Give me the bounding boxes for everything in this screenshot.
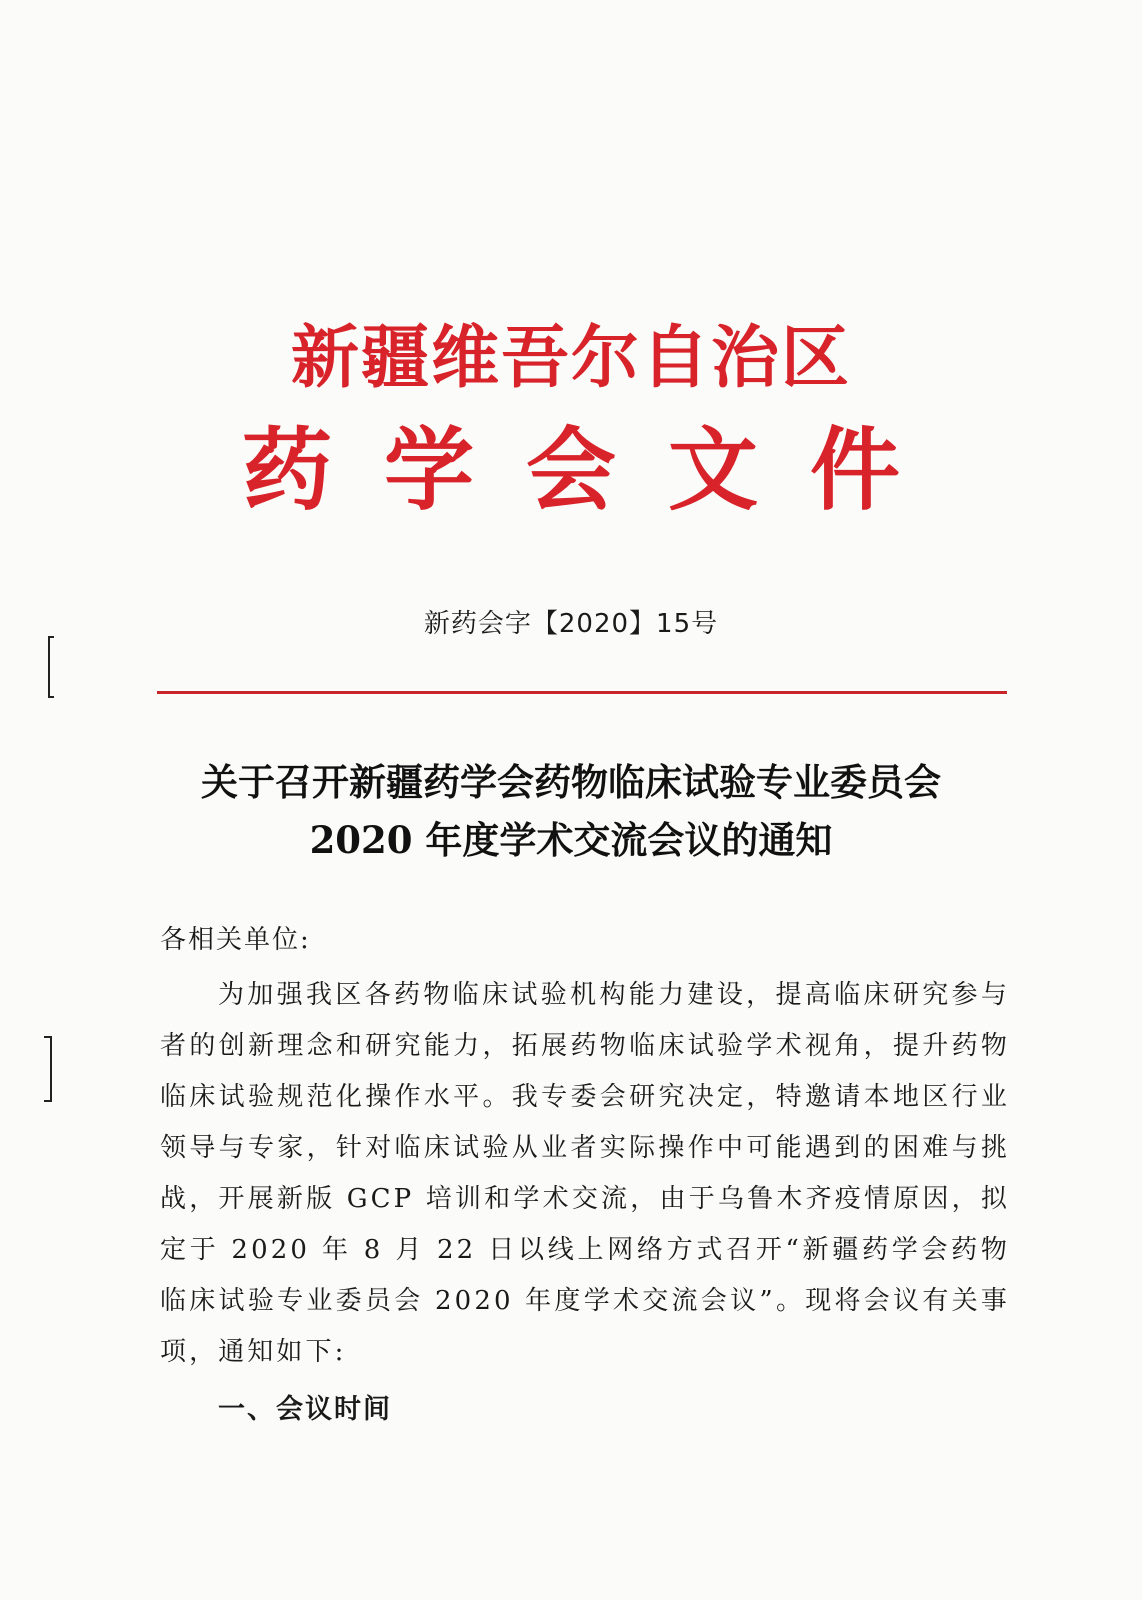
binding-margin-mark-lower (50, 1036, 52, 1102)
notice-title-line-2: 2020 年度学术交流会议的通知 (309, 818, 833, 862)
notice-title (0, 753, 1142, 869)
body-paragraph: 为加强我区各药物临床试验机构能力建设，提高临床研究参与者的创新理念和研究能力，拓展药物临床试验学术视角，提升药物临床试验规范化操作水平。我专委会研究决定，特邀请本地区行业领导与专家，针对临床试验从业者实际操作中可能遇到的困难与挑战，开展新版 GCP 培训和学术交流，由于乌鲁木齐疫情原因，拟定于 2020 年 8 月 22 日以线上网络方式召开“新疆药学会药物临床试验专业委员会 2020 年度学术交流会议”。现将会议有关事项，通知如下: (160, 980, 1010, 1367)
binding-mark-tick (48, 696, 54, 698)
notice-title-line-1: 关于召开新疆药学会药物临床试验专业委员会 (201, 760, 941, 804)
issuing-authority-region: 新疆维吾尔自治区 (290, 318, 851, 398)
section-heading-meeting-time: 一、会议时间 (218, 1394, 392, 1425)
binding-mark-tick (48, 636, 54, 638)
binding-mark-tick (44, 1100, 50, 1102)
salutation: 各相关单位: (160, 925, 311, 955)
binding-mark-tick (44, 1036, 50, 1038)
document-number: 新药会字【2020】15号 (423, 609, 719, 639)
binding-margin-mark-upper (48, 636, 50, 698)
header-divider (157, 691, 1007, 694)
issuing-authority-document-label: 药学会文件 (242, 417, 952, 523)
